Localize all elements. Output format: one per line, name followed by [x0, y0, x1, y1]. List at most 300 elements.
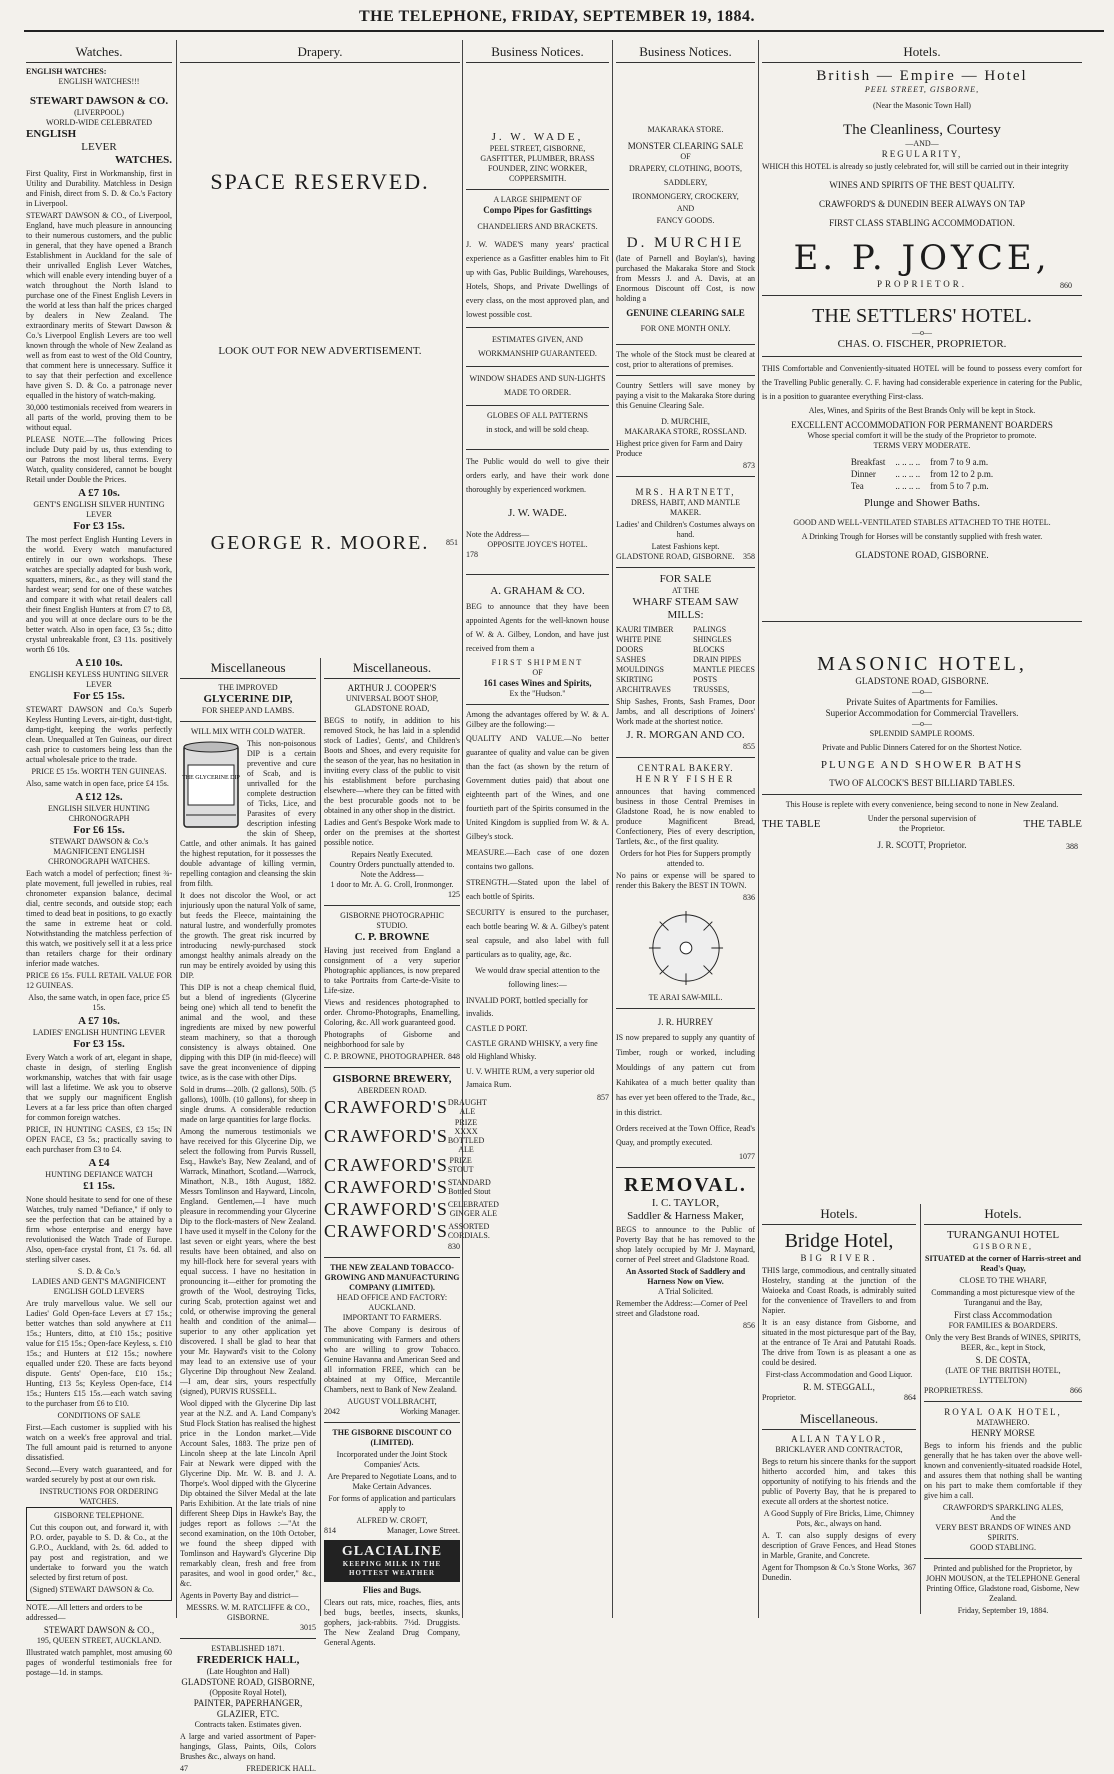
ad-line: GLADSTONE ROAD,	[354, 704, 430, 713]
ad-line: GLADSTONE ROAD, GISBORNE,	[181, 1677, 315, 1687]
column-divider	[758, 40, 759, 1618]
timber-item: DRAIN PIPES	[693, 655, 742, 664]
divider	[324, 1067, 460, 1068]
joyce-name: E. P. JOYCE,	[793, 238, 1051, 278]
divider	[924, 1558, 1082, 1559]
ad-line: LADIES' ENGLISH HUNTING LEVER	[32, 1028, 166, 1037]
ad-line: UNIVERSAL BOOT SHOP,	[345, 694, 439, 703]
ad-text: PRICE £6 15s. FULL RETAIL VALUE FOR 12 GUINEAS.	[26, 971, 172, 990]
ad-line: FOR ONE MONTH ONLY.	[640, 324, 731, 333]
ad-number: 388	[1066, 842, 1078, 851]
coupon-text: Cut this coupon out, and forward it, with P.O. order, payable to S. D. & Co., at the G.P.O., Auckland, with 2s. 6d. added to pay post and registration, and we undertake to forward you the watch selected by first return of post.	[30, 1523, 168, 1582]
ad-line: Saddler & Harness Maker,	[627, 1210, 744, 1222]
ad-line: Latest Fashions kept.	[651, 542, 720, 551]
ad-line: S. D. & Co.'s	[77, 1267, 121, 1276]
ad-line: GLAZIER, ETC.	[216, 1709, 280, 1719]
ad-text: A. T. can also supply designs of every description of Grave Fences, and Head Stones in Marble, Granite, and Concrete.	[762, 1531, 916, 1560]
ad-line: TERMS VERY MODERATE.	[873, 441, 971, 450]
ad-line: (Late Houghton and Hall)	[206, 1667, 290, 1676]
ad-line: CONDITIONS OF SALE	[57, 1411, 141, 1420]
ad-line: OPPOSITE JOYCE'S HOTEL.	[487, 540, 588, 549]
ad-text: Among the numerous testimonials we have received for this Glycerine Dip, we select the following from Purvis Russell, Esq., Hawke's Bay, New Zealand, and of Warrack, Minathort, Scotland.—Warrock, Minathort, N.B., 18th August, 1882. Messrs Tomlinson and Hayward, Lincoln, England. Gentlemen,—I have much pleasure in recommending your Glycerine Dip to the flock-masters of New Zealand. I have used it myself in the Colony for the last seven or eight years, where the best results have been obtained, and also on my hill-flock here for several years with equal success. I have no hesitation in pronouncing it—either for promoting the growth of the Wool, destroying Ticks, curing Scab, protection against wet and cold, or otherwise improving the general health and condition of the animal—superior to any other application yet discovered. I shall be glad to hear that your Mr. Hayward's visit to the Colony may lead to an extensive use of your Glycerine Dip throughout New Zealand.—I am, dear sirs, yours respectfully (signed), PURVIS RUSSELL.	[180, 1127, 316, 1396]
ad-line: FOR FAMILIES & BOARDERS.	[948, 1321, 1058, 1330]
ad-name: CHAS. O. FISCHER, PROPRIETOR.	[837, 338, 1007, 350]
ad-line: An Assorted Stock of Saddlery and Harness Now on View.	[625, 1267, 746, 1286]
ad-number: 358	[743, 552, 755, 561]
ad-signature: J. R. MORGAN AND CO.	[626, 729, 745, 741]
ad-text: Illustrated watch pamphlet, most amusing 60 pages of wonderful testimonials free for postage—1d. in stamps.	[26, 1648, 172, 1677]
ad-line: Repairs Neatly Executed.	[351, 850, 433, 859]
ad-line: COPPERSMITH.	[508, 174, 567, 183]
ad-line: (Near the Masonic Town Hall)	[873, 101, 971, 110]
ad-text: CASTLE GRAND WHISKY, a very fine old Highland Whisky.	[466, 1039, 598, 1061]
column-header: Hotels.	[762, 42, 1082, 63]
ad-text: QUALITY AND VALUE.—No better guarantee of quality and value can be given than the fact (as shown by the return of Government duties paid) that about one eighteenth part of the Wines, and one fourtieth part of the Spirits consumed in the United Kingdom is supplied from W. & A. Gilbey's stock.	[466, 734, 609, 841]
ad-line: INSTRUCTIONS FOR ORDERING WATCHES.	[39, 1487, 159, 1506]
crawford-row	[324, 1176, 491, 1198]
ad-text: INVALID PORT, bottled specially for invalids.	[466, 996, 588, 1018]
space-reserved: SPACE RESERVED.	[210, 169, 430, 194]
subcolumn-divider	[320, 658, 321, 1616]
ad-line: PEEL STREET, GISBORNE,	[489, 144, 586, 153]
ad-line: ALFRED W. CROFT,	[356, 1516, 428, 1525]
ad-text: Also, same watch in open face, price £4 15s.	[26, 779, 169, 788]
meal-time: from 12 to 2 p.m.	[930, 469, 994, 479]
ad-line: MESSRS. W. M. RATCLIFFE & CO.,	[186, 1603, 310, 1612]
ad-text: Ladies' and Children's Costumes always on hand.	[616, 520, 755, 539]
ad-text: Highest price given for Farm and Dairy Produce	[616, 439, 743, 458]
fh-footer	[180, 1764, 316, 1774]
divider	[616, 1167, 755, 1168]
meal-name: Breakfast	[850, 457, 886, 467]
ad-text: It does not discolor the Wool, or act injuriously upon the natural Yolk of same, but feeds the Fleece, maintaining the natural lustre, and wonderfully promotes the growth. The great risk incurred by introducing newly-purchased stock amongst healthy animals already on the run may be entirely avoided by using this DIP.	[180, 891, 316, 980]
ad-line: GENT'S ENGLISH SILVER HUNTING LEVER	[33, 500, 165, 519]
masonic-footer	[762, 840, 1082, 851]
ad-line: ARTHUR J. COOPER'S	[347, 683, 437, 693]
divider	[466, 574, 609, 575]
meal-time: from 7 to 9 a.m.	[930, 457, 989, 467]
ad-signature: J. W. WADE.	[508, 507, 567, 519]
masthead-rule	[24, 30, 1104, 32]
ad-line: REGULARITY,	[881, 149, 963, 159]
ad-text: Also, the same watch, in open face, price £5 15s.	[28, 993, 170, 1012]
ad-signature: S. DE COSTA,	[975, 1355, 1031, 1365]
timber-item: SASHES	[616, 655, 646, 664]
ad-number: 125	[448, 890, 460, 899]
ad-text: U. V. WHITE RUM, a very superior old Jamaica Rum.	[466, 1067, 595, 1089]
ad-line: ENGLISH SILVER HUNTING CHRONOGRAPH	[48, 804, 150, 823]
column-divider	[462, 40, 463, 1618]
ad-line: WINDOW SHADES AND SUN-LIGHTS MADE TO ORDER.	[469, 374, 606, 397]
ad-signature: Manager, Lowe Street.	[387, 1526, 460, 1535]
ad-line: PAINTER, PAPERHANGER,	[193, 1698, 303, 1708]
glacialine-banner	[324, 1540, 460, 1582]
ad-number: 857	[597, 1093, 609, 1102]
ad-text: MEASURE.—Each case of one dozen contains two gallons.	[466, 848, 609, 871]
glacialine-tagline: KEEPING MILK IN THE HOTTEST WEATHER	[342, 1560, 442, 1577]
ad-line: AUGUST VOLLBRACHT,	[347, 1397, 437, 1406]
ad-number: 3015	[300, 1623, 316, 1632]
ad-text: First.—Each customer is supplied with his watch on a week's free approval and trial. The full amount paid is returned to anyone dissatisfied.	[26, 1423, 172, 1462]
meal-name: Dinner	[850, 469, 876, 479]
ad-line: GLOBES OF ALL PATTERNS	[487, 411, 588, 420]
ad-line: —AND—	[905, 139, 939, 148]
timber-item: MANTLE PIECES	[693, 665, 755, 674]
column-header: Watches.	[26, 42, 172, 63]
ad-line: 1 door to Mr. A. G. Croll, Ironmonger.	[330, 880, 454, 889]
column-divider	[176, 40, 177, 1618]
ad-line: MAKARAKA STORE, ROSSLAND.	[624, 427, 747, 436]
ad-line: in stock, and will be sold cheap.	[486, 425, 589, 434]
section-header: Miscellaneous.	[324, 658, 460, 679]
ad-signature: J. R. SCOTT, Proprietor.	[877, 840, 967, 850]
ad-text: Remember the Address:—Corner of Peel street and Gladstone road.	[616, 1299, 748, 1318]
hartnett-footer	[616, 552, 755, 562]
divider	[924, 1401, 1082, 1402]
ad-line: MAKARAKA STORE.	[647, 125, 724, 134]
ad-line: FIRST SHIPMENT	[491, 658, 584, 667]
ad-number: 856	[743, 1321, 755, 1330]
ad-firm: STEWART DAWSON & CO.	[29, 95, 169, 107]
ad-text: No pains or expense will be spared to render this Bakery the BEST IN TOWN.	[616, 871, 755, 890]
bridge-footer	[762, 1393, 916, 1403]
ad-line: Superior Accommodation for Commercial Travellers.	[825, 708, 1019, 718]
ad-line: THE IMPROVED	[218, 683, 278, 692]
divider	[466, 327, 609, 328]
ad-line: OF	[532, 668, 543, 677]
taylor-footer	[762, 1563, 916, 1583]
divider	[466, 704, 609, 705]
dip-title: GLYCERINE DIP,	[203, 693, 293, 705]
ad-line: And the	[990, 1513, 1016, 1522]
ad-text: Ales, Wines, and Spirits of the Best Brands Only will be kept in Stock.	[808, 406, 1036, 415]
ad-number: 814	[324, 1526, 336, 1535]
crawford-product: ASSORTED CORDIALS.	[447, 1222, 490, 1240]
crawford-row	[324, 1154, 474, 1176]
ad-line: Private and Public Dinners Catered for on the Shortest Notice.	[822, 743, 1022, 752]
ad-text: Orders received at the Town Office, Read's Quay, and promptly executed.	[616, 1124, 755, 1147]
ad-line: THE GISBORNE DISCOUNT CO (LIMITED).	[332, 1428, 452, 1447]
ad-heading: FOR SALE	[659, 573, 712, 585]
ad-text: Begs to inform his friends and the public generally that he has taken over the above well-known and conveniently-situated roadside Hotel, and assures them that nothing shall be wanting on his part to make them comfortable if they give him a call.	[924, 1441, 1082, 1500]
ad-line: PROPRIETOR.	[876, 279, 968, 289]
ad-text: Begs to return his sincere thanks for the support hitherto accorded him, and takes this opportunity of notifying to his friends and the public of Poverty Bay, that he is prepared to execute all orders at the shortest notice.	[762, 1457, 916, 1506]
hotel-title: THE SETTLERS' HOTEL.	[812, 305, 1032, 327]
ad-text: Only the very Best Brands of WINES, SPIRITS, BEER, &c., kept in Stock,	[925, 1333, 1081, 1352]
ad-text: SECURITY is ensured to the purchaser, each bottle bearing W. & A. Gilbey's patent seal capsule, and also label with full particulars as to quality, age, &c.	[466, 908, 609, 959]
ad-address: 195, QUEEN STREET, AUCKLAND.	[36, 1636, 162, 1645]
ad-line: D. MURCHIE,	[661, 417, 710, 426]
ad-text: PRICE, IN HUNTING CASES, £3 15s; IN OPEN FACE, £3 5s.; practically saving to each purchaser from £3 to £4.	[26, 1125, 172, 1154]
divider	[466, 449, 609, 450]
section-header: Miscellaneous.	[762, 1409, 916, 1430]
ad-signature: C. P. BROWNE, PHOTOGRAPHER.	[324, 1052, 446, 1061]
imprint: Printed and published for the Proprietor, by JOHN MOUSON, at the TELEPHONE General Printing Office, Gladstone road, Gisborne, New Zealand.	[925, 1564, 1081, 1603]
ad-line: GOOD STABLING.	[969, 1543, 1037, 1552]
leader-dots: .. .. .. ..	[895, 481, 921, 491]
ad-text: Views and residences photographed to order. Chromo-Photographs, Enamelling, Coloring, &c. All work guaranteed good.	[324, 998, 460, 1027]
ad-number: 1077	[739, 1152, 755, 1161]
ad-line: ABERDEEN ROAD.	[357, 1086, 427, 1095]
divider	[616, 567, 755, 568]
column-divider	[612, 40, 613, 1618]
timber-item: PALINGS	[693, 625, 727, 634]
ad-line: A Trial Solicited.	[658, 1287, 713, 1296]
ad-text: BEGS to notify, in addition to his removed Stock, he has laid in a splendid stock of Ladies', Gents', and Children's Boots and Shoes, and every requisite for the season of the year, has no hesitation in inviting every class of the public to visit his establishment before purchasing elsewhere—where they can be fitted with the best procurable goods not to be obtained in any other shop in the district.	[324, 716, 460, 815]
meal-name: Tea	[850, 481, 864, 491]
timber-item: DOORS	[616, 645, 644, 654]
ad-number: 864	[904, 1393, 916, 1402]
ad-line: Plunge and Shower Baths.	[863, 497, 981, 509]
divider	[616, 1008, 755, 1009]
ad-name: J. R. HURREY	[657, 1017, 714, 1027]
ad-name: HENRY MORSE	[971, 1428, 1035, 1438]
ad-line: STEWART DAWSON & Co.'s MAGNIFICENT ENGLISH CHRONOGRAPH WATCHES.	[48, 837, 150, 866]
ad-line: MONSTER CLEARING SALE	[627, 141, 744, 151]
column-business-1	[466, 42, 609, 1617]
timber-item: SHINGLES	[693, 635, 732, 644]
crawford-product: DRAUGHT ALE	[447, 1098, 487, 1116]
timber-item: POSTS	[693, 675, 718, 684]
ad-line: IRONMONGERY, CROCKERY,	[632, 192, 739, 201]
ad-heading: LEVER	[81, 141, 117, 153]
ad-line: Country Orders punctually attended to.	[329, 860, 455, 869]
ad-text: STRENGTH.—Stated upon the label of each bottle of Spirits.	[466, 878, 609, 901]
leader-dots: .. .. .. ..	[895, 469, 921, 479]
crawford-product: PRIZE STOUT	[447, 1156, 474, 1174]
timber-item: KAURI TIMBER	[616, 625, 674, 634]
column-header: Business Notices.	[466, 42, 609, 63]
ad-text: J. W. WADE'S many years' practical experience as a Gasfitter enables him to Fit up with Gas, Public Buildings, Warehouses, Hotels, Shops, and Private Dwellings of every class, on the most approved plan, and lowest possible cost.	[466, 240, 609, 319]
ad-number: 2042	[324, 1407, 340, 1416]
crawford-brand: CRAWFORD'S	[324, 1199, 448, 1219]
ad-number: 851	[446, 538, 458, 547]
crawford-brand: CRAWFORD'S	[324, 1177, 448, 1197]
meal-time: from 5 to 7 p.m.	[930, 481, 989, 491]
column-header: Drapery.	[180, 42, 460, 63]
leader-dots: .. .. .. ..	[895, 457, 921, 467]
ad-heading: CENTRAL BAKERY.	[637, 763, 734, 773]
ad-signature: FREDERICK HALL.	[246, 1764, 316, 1773]
ad-text: This DIP is not a cheap chemical fluid, but a blend of ingredients (Glycerine being one) which all tend to benefit the animal and the wool, and these ingredients are mixed by new powerful steam machinery, so that a thorough consistency is always obtained. One dipping with this DIP (in mid-fleece) will save the great inconvenience of dipping twice, as is the case with other Dips.	[180, 983, 316, 1082]
divider	[324, 1422, 460, 1423]
section-header: Miscellaneous	[180, 658, 316, 679]
ad-text: This non-poisonous DIP is a certain preventive and cure of Scab, and is unrivalled for the complete destruction of Ticks, Lice, and Parasites of every description infesting the skin of Sheep, Cattle, and other animals. It has gained the highest reputation, for it possesses the double advantage of killing vermin, repelling contagion and cleansing the skin from filth.	[180, 739, 316, 888]
ad-text: Are Prepared to Negotiate Loans, and to Make Certain Advances.	[327, 1472, 457, 1491]
hotels-left	[762, 1204, 916, 1614]
ad-text: PRICE £5 15s. WORTH TEN GUINEAS.	[31, 767, 167, 776]
ad-line: Note the Address—	[360, 870, 424, 879]
ad-text: BEG to announce that they have been appointed Agents for the well-known house of W. & A. Gilbey, London, and have just received from them a	[466, 602, 609, 653]
divider	[616, 757, 755, 758]
price: For £3 15s.	[73, 520, 125, 532]
ad-text: Ship Sashes, Fronts, Sash Frames, Door Jambs, and all descriptions of Joiners' Work made at the shortest notice.	[616, 697, 755, 726]
ad-line: THE NEW ZEALAND TOBACCO-GROWING AND MANUFACTURING COMPANY (LIMITED).	[324, 1263, 460, 1292]
gd-footer	[324, 1526, 460, 1536]
column-watches	[26, 42, 172, 1677]
ad-line: DRESS, HABIT, AND MANTLE MAKER.	[631, 498, 740, 517]
ad-name: I. C. TAYLOR,	[651, 1197, 720, 1209]
price: For £5 15s.	[73, 690, 125, 702]
ad-line: FOR SHEEP AND LAMBS.	[201, 706, 295, 715]
ad-address: GLADSTONE ROAD, GISBORNE.	[855, 676, 989, 686]
crawford-row	[324, 1198, 499, 1220]
ad-text: STEWART DAWSON & CO., of Liverpool, England, have much pleasure in announcing to their numerous customers, and the public in general, that they have opened a Branch Establishment in Auckland for the sale of their unrivalled English Lever Watches, which will enable every intending buyer of a watch throughout the North Island to purchase one of the Finest English Levers in the world at less than half the prices charged by dealers in New Zealand. The extraordinary merits of Stewart Dawson & Co.'s Liverpool English Levers are too well known through the whole of New Zealand as well as from east to west of the Old Country, that comment here is unnecessary. Suffice it to say that their perfection and excellence have given S. D. & Co. a patronage never equalled in the history of watch-making.	[26, 211, 172, 400]
ad-line: DRAPERY, CLOTHING, BOOTS,	[629, 164, 742, 173]
turanganui-footer	[924, 1386, 1082, 1396]
divider	[324, 1257, 460, 1258]
column-business-2	[616, 42, 755, 1617]
ad-text: SITUATED at the corner of Harris-street and Read's Quay,	[925, 1254, 1081, 1273]
column-header: Business Notices.	[616, 42, 755, 63]
ad-line: ENGLISH WATCHES:	[26, 67, 107, 76]
crawford-brand: CRAWFORD'S	[324, 1155, 448, 1175]
joyce-footer	[762, 279, 1082, 290]
ad-line: Flies and Bugs.	[362, 1585, 422, 1595]
ad-heading: THE TABLE	[762, 817, 821, 830]
crawford-brand: CRAWFORD'S	[324, 1221, 448, 1241]
ad-line: BIG RIVER.	[800, 1253, 878, 1263]
price: A £12 12s.	[75, 791, 123, 803]
ad-heading: WHARF STEAM SAW MILLS:	[632, 596, 739, 621]
ad-line: BRICKLAYER AND CONTRACTOR,	[775, 1445, 903, 1454]
hotels-right	[924, 1204, 1082, 1614]
ad-number: 848	[448, 1052, 460, 1061]
crawford-product: CELEBRATED GINGER ALE	[447, 1200, 499, 1218]
ad-address: GLADSTONE ROAD, GISBORNE.	[616, 552, 735, 561]
ad-text: IS now prepared to supply any quantity of Timber, rough or worked, including Mouldings of any pattern cut from Kahikatea of a much better quality than has ever yet been offered to the Trade, &c., in this district.	[616, 1033, 755, 1117]
ad-line: (LATE OF THE BRITISH HOTEL, LYTTELTON)	[945, 1366, 1061, 1385]
ad-text: The above Company is desirous of communicating with Farmers and others who are willing to grow Tobacco. Genuine Havanna and American Seed and all information FREE, which can be obtained at my Office, Mercantile Chambers, next to Bank of New Zealand.	[324, 1325, 460, 1394]
crawford-row	[324, 1096, 487, 1118]
ad-heading: TE ARAI SAW-MILL.	[648, 993, 723, 1002]
ad-line: Compo Pipes for Gasfittings	[483, 205, 592, 215]
timber-item: SKIRTING	[616, 675, 653, 684]
crawford-row	[324, 1220, 490, 1242]
coupon-signature: (Signed) STEWART DAWSON & Co.	[30, 1585, 154, 1594]
ad-text: Second.—Every watch guaranteed, and for warded securely by post at our own risk.	[26, 1465, 172, 1484]
ad-heading: The Cleanliness, Courtesy	[843, 122, 1001, 138]
price: A £7 10s.	[78, 1015, 120, 1027]
ad-line: ESTIMATES GIVEN, AND WORKMANSHIP GUARANTEED.	[478, 335, 597, 358]
ad-name: HENRY FISHER	[635, 774, 736, 784]
price: A £4	[88, 1157, 110, 1169]
ad-text: BEGS to announce to the Public of Poverty Bay that he has removed to the shop lately occupied by Mr J. Maynard, corner of Peel street and Gladstone Road.	[616, 1225, 755, 1264]
ad-line: WORLD-WIDE CELEBRATED	[46, 118, 152, 127]
ad-text: 30,000 testimonials received from wearers in all parts of the world, proving them to be without equal.	[26, 403, 172, 432]
ad-text: First Quality, First in Workmanship, first in Utility and Durability. Matchless in Design and Finish, direct from S. D. & Co.'s Factory in Liverpool.	[26, 169, 172, 208]
ad-line: GOOD AND WELL-VENTILATED STABLES ATTACHED TO THE HOTEL.	[793, 518, 1051, 527]
removal-heading: REMOVAL.	[624, 1174, 747, 1196]
ad-text: THIS large, commodious, and centrally situated Hostelry, standing at the junction of the Waioeka and Coast Roads, is admirably suited for the convenience of Travellers to and from Napier.	[762, 1266, 916, 1315]
ad-heading: PLUNGE AND SHOWER BATHS	[820, 759, 1024, 771]
ad-number: 873	[743, 461, 755, 470]
ad-text: CASTLE D PORT.	[466, 1024, 528, 1033]
ad-line: GISBORNE.	[226, 1613, 269, 1622]
crawford-product: PRIZE XXXX BOTTLED ALE	[447, 1118, 485, 1154]
coupon-title: GISBORNE TELEPHONE.	[53, 1511, 145, 1520]
ad-line: ENGLISH KEYLESS HUNTING SILVER LEVER	[29, 670, 169, 689]
ad-text: Are truly marvellous value. We sell our Ladies' Gold Open-face Levers at £7 15s.; better watches than sold anywhere at £11 15s.; Hunters, ditto, at £10 15s.; positive value for £15 15s.; Open-face Keyless, s. £10 15s.; and Hunters at £12 15s.; nowhere equalled under £20. These are facts beyond dispute. Gents' Open-face, £10 15s.; Hunting, £13 5s; Keyless Open-face, £14 15s.; Hunters £15 15s.—each watch saving to the purchaser from £6 to £10.	[26, 1299, 172, 1408]
brewery-name: GISBORNE BREWERY,	[332, 1073, 452, 1085]
ad-text: Clears out rats, mice, roaches, flies, ants bed bugs, beetles, insects, skunks, gophers, jack-rabbits. 7½d. Druggists. The New Zealand Drug Company, General Agents.	[324, 1598, 460, 1647]
fh-name: FREDERICK HALL,	[196, 1654, 300, 1666]
dip-drum-illustration	[180, 739, 242, 831]
ad-line: CRAWFORD'S & DUNEDIN BEER ALWAYS ON TAP	[818, 199, 1026, 209]
meal-row	[847, 481, 997, 491]
ad-line: CHANDELIERS AND BRACKETS.	[477, 222, 598, 231]
divider	[616, 344, 755, 345]
hotel-title: British — Empire — Hotel	[816, 68, 1028, 84]
ad-line: LADIES AND GENT'S MAGNIFICENT ENGLISH GOLD LEVERS	[32, 1277, 166, 1296]
ad-text: WHICH this HOTEL is already so justly celebrated for, will still be carried out in their integrity	[762, 162, 1069, 171]
ad-address: STEWART DAWSON & CO.,	[43, 1625, 155, 1635]
ad-number: 830	[448, 1242, 460, 1251]
ad-line: Agent for Thompson & Co.'s Stone Works, Dunedin.	[762, 1563, 900, 1582]
ad-text: NOTE.—All letters and orders to be addressed—	[26, 1603, 143, 1622]
ad-line: EXCELLENT ACCOMMODATION FOR PERMANENT BOARDERS	[791, 420, 1053, 430]
ad-line: (Opposite Royal Hotel),	[209, 1688, 287, 1697]
ad-number: 836	[743, 893, 755, 902]
ad-number: 860	[1060, 281, 1072, 290]
ad-text: We would draw special attention to the following lines:—	[475, 966, 600, 989]
ad-text: Having just received from England a consignment of a very superior Photographic appliances, is now prepared to take Portraits from Carte-de-Visite to Life-size.	[324, 946, 460, 995]
ad-line: HEAD OFFICE AND FACTORY: AUCKLAND.	[336, 1293, 448, 1312]
look-out-notice: LOOK OUT FOR NEW ADVERTISEMENT.	[218, 345, 422, 357]
divider	[466, 366, 609, 367]
hotel-title: Bridge Hotel,	[784, 1230, 894, 1252]
ad-line: WINES AND SPIRITS OF THE BEST QUALITY.	[829, 180, 1015, 190]
ad-text: THIS Comfortable and Conveniently-situated HOTEL will be found to possess every comfort for the Travelling Public generally. C. F. having had considerable experience in catering for the Public, is in a position to guarantee everything First-class.	[762, 364, 1082, 401]
ad-heading: WATCHES.	[115, 154, 172, 166]
ad-line: —o—	[912, 687, 932, 696]
divider	[762, 621, 1082, 622]
ad-line: AND	[676, 204, 695, 213]
meal-row	[847, 469, 997, 479]
graham-name: A. GRAHAM & CO.	[490, 585, 585, 597]
ad-line: GASFITTER, PLUMBER, BRASS	[480, 154, 595, 163]
ad-text: A large and varied assortment of Paper-hangings, Glass, Paints, Oils, Colors Brushes &c., always on hand.	[180, 1732, 316, 1761]
price: For £6 15s.	[73, 824, 125, 836]
section-header: Hotels.	[924, 1204, 1082, 1225]
divider	[324, 905, 460, 906]
ad-line: —o—	[912, 328, 932, 337]
ad-number: 866	[1070, 1386, 1082, 1395]
ad-line: CLOSE TO THE WHARF,	[959, 1276, 1047, 1285]
ad-line: ESTABLISHED 1871.	[211, 1644, 285, 1653]
ad-line: —o—	[912, 719, 932, 728]
ad-line: TWO OF ALCOCK'S BEST BILLIARD TABLES.	[829, 778, 1015, 788]
ad-text: It is an easy distance from Gisborne, and situated in the most picturesque part of the Bay, at the entrance of Te Arai and Patutahi Roads. The drive from Town is as pleasant a one as could be desired.	[762, 1318, 916, 1367]
crawford-product: STANDARD Bottled Stout	[447, 1178, 491, 1196]
divider	[180, 721, 316, 722]
divider	[466, 405, 609, 406]
divider	[616, 476, 755, 477]
ad-name: D. MURCHIE	[626, 235, 745, 251]
price: A £7 10s.	[78, 487, 120, 499]
gp-footer	[324, 1052, 460, 1062]
timber-list-left	[616, 625, 673, 695]
ad-text: Each watch a model of perfection; finest ¾-plate movement, full jewelled in rubies, real chronometer expansion balance, decimal dial, centre seconds, and outside stop; each timed to dead beat in positions, to go exactly the same in extreme heat or cold. Notwithstanding the matchless perfection of this watch, we positively sell it at a less price than retailers charge for their ordinary inferior made watches.	[26, 869, 172, 968]
ad-name: ALLAN TAYLOR,	[791, 1434, 887, 1444]
ad-text: The whole of the Stock must be cleared at cost, prior to alterations of premises.	[616, 350, 755, 369]
ad-text: Commanding a most picturesque view of the Turanganui and the Bay,	[931, 1288, 1075, 1307]
timber-item: ARCHITRAVES	[616, 685, 671, 694]
ad-text: Photographs of Gisborne and neighborhood for sale by	[324, 1030, 460, 1049]
ad-heading: ENGLISH	[26, 128, 77, 140]
dip-drum-label: THE GLYCERINE DIP	[182, 775, 240, 781]
ad-line: GISBORNE PHOTOGRAPHIC STUDIO.	[340, 911, 444, 930]
